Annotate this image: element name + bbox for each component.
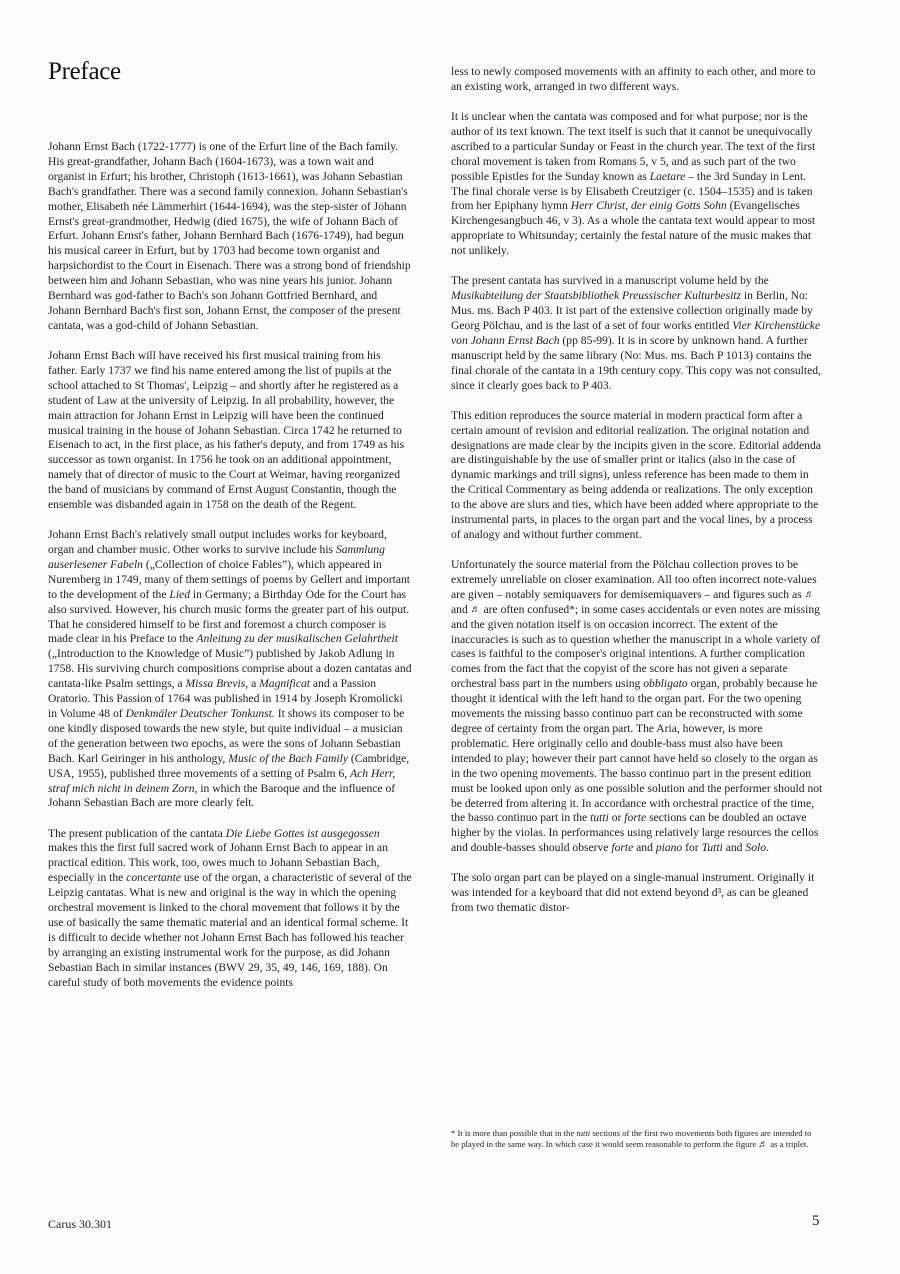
note-figure-icon: ♬ xyxy=(758,1139,769,1151)
catalog-number: Carus 30.301 xyxy=(48,1217,112,1231)
note-figure-icon: ♬ xyxy=(470,604,481,616)
paragraph-composition-date: It is unclear when the cantata was composed and for what purpose; nor is the author of its text known. The text itself is such that it cannot be unequivocally ascribed to a particular Sunday or Feast in the church year. The text of the first choral movement is taken from Romans 5, v 5, and as such part of the two possible Epistles for the Sunday known as Laetare – the 3rd Sunday in Lent. The final chorale verse is by Elisabeth Creutziger (c. 1504–1535) and is taken from her Epiphany hymn Herr Christ, der einig Gotts Sohn (Evangelisches Kirchengesangbuch 46, v 3). As a whole the cantata text would appear to most appropriate to Whitsunday; certainly the festal nature of the music makes that not unlikely. xyxy=(451,110,816,258)
page-title: Preface xyxy=(48,58,121,85)
paragraph-edition-method: This edition reproduces the source material in modern practical form after a certain amount of revision and editorial realization. The original notation and designations are made clear by the incipits given in the score. Editorial addenda are distinguishable by the use of smaller print or italics (also in the case of dynamic markings and trill signs), unless reference has been made to them in the Critical Commentary as being addenda or realizations. The only exception to the above are slurs and ties, which have been added where appropriate to the instrumental parts, in places to the organ part and the vocal lines, by a process of analogy and without further comment. xyxy=(451,408,821,541)
right-column xyxy=(451,65,823,931)
left-column xyxy=(48,140,412,1006)
paragraph-manuscript-source: The present cantata has survived in a manuscript volume held by the Musikabteilung der Staatsbibliothek Preussischer Kulturbesitz in Berlin, No: Mus. ms. Bach P 403. It ist part of the extensive collection originally made by Georg Pölchau, and is the last of a set of four works entitled Vier Kirchenstücke von Johann Ernst Bach (pp 85-99). It is in score by unknown hand. A further manuscript held by the same library (No: Mus. ms. Bach P 1013) contains the final chorale of the cantata in a 19th century copy. This copy was not consulted, since it clearly goes back to P 403. xyxy=(451,274,821,392)
paragraph-source-reliability: Unfortunately the source material from the Pölchau collection proves to be extremely unreliable on closer examination. All too often incorrect note-values are given – notably semiquavers for demisemiquavers – and figures such as ♬ and ♬ are often confused*; in some cases accidentals or even notes are missing and the given notation itself is on occasion incorrect. The extent of the inaccuracies is such as to question whether the manuscript in a whole variety of cases is faithful to the composer's original intentions. A further complication comes from the fact that the copyist of the score has not given a separate orchestral bass part in the numbers using obbligato organ, probably because he thought it identical with the left hand to the organ part. For the two opening movements the missing basso continuo part can be reconstructed with some degree of certainty from the organ part. The Aria, however, is more problematic. Here originally cello and double-bass must also have been intended to play; however their part cannot have held so closely to the organ as in the two opening movements. The basso continuo part in the present edition must be looked upon only as one possible solution and the performer should not be deterred from altering it. In accordance with orchestral practice of the time, the basso continuo part in the tutti or forte sections can be doubled an octave higher by the violas. In performances using relatively large resources the cellos and double-basses should observe forte and piano for Tutti and Solo. xyxy=(451,558,823,855)
paragraph-musical-training: Johann Ernst Bach will have received his first musical training from his father. Early 1737 we find his name entered among the list of pupils at the school attached to St Thomas', Leipzig – and shortly after he registered as a student of Law at the university of Leipzig. In all probability, however, the main attraction for Johann Ernst in Leipzig will have been the continued musical training in the house of Johann Sebastian. Circa 1742 he returned to Eisenach to act, in the first place, as his father's deputy, and from 1749 as his successor as town organist. In 1756 he took on an additional appointment, namely that of director of music to the Court at Weimar, having reorganized the band of musicians by command of Ernst August Constantin, though the ensemble was disbanded again in 1758 on the death of the Regent. xyxy=(48,348,405,512)
paragraph-present-publication: The present publication of the cantata Die Liebe Gottes ist ausgegossen makes this the first full sacred work of Johann Ernst Bach to appear in an practical edition. This work, too, owes much to Johann Sebastian Bach, especially in the concertante use of the organ, a characteristic of several of the Leipzig cantatas. What is new and original is the way in which the opening orchestral movement is linked to the choral movement that follows it by the use of basically the same thematic material and an identical formal scheme. It is difficult to decide whether not Johann Ernst Bach has followed his teacher by arranging an existing instrumental work for the purpose, as did Johann Sebastian Bach in similar instances (BWV 29, 35, 49, 146, 169, 188). On careful study of both movements the evidence points xyxy=(48,826,412,989)
page-number: 5 xyxy=(812,1213,820,1229)
paragraph-works-output: Johann Ernst Bach's relatively small output includes works for keyboard, organ and chamber music. Other works to survive include his Sammlung auserlesener Fabeln („Collection of choice Fables”), which appeared in Nuremberg in 1749, many of them settings of poems by Gellert and important to the development of the Lied in Germany; a Birthday Ode for the Court has also survived. However, his church music forms the greater part of his output. That he considered himself to be first and foremost a church composer is made clear in his Preface to the Anleitung zu der musikalischen Gelahrtheit („Introduction to the Knowledge of Music”) published by Jakob Adlung in 1758. His surviving church compositions comprise about a dozen cantatas and cantata-like Psalm settings, a Missa Brevis, a Magnificat and a Passion Oratorio. This Passion of 1764 was published in 1914 by Joseph Kromolicki in Volume 48 of Denkmäler Deutscher Tonkunst. It shows its composer to be one kindly disposed towards the new style, but quite individual – a musician of the generation between two epochs, as were the sons of Johann Sebastian Bach. Karl Geiringer in his anthology, Music of the Bach Family (Cambridge, USA, 1955), published three movements of a setting of Psalm 6, Ach Herr, straf mich nicht in deinem Zorn, in which the Baroque and the influence of Johann Sebastian Bach are more clearly felt. xyxy=(48,528,412,810)
paragraph-solo-organ: The solo organ part can be played on a single-manual instrument. Originally it was intended for a keyboard that did not extend beyond d³, as can be gleaned from two thematic distor- xyxy=(451,871,815,915)
footnote-text: * It is more than possible that in the tutti sections of the first two movements both figures are intended to be played in the same way. In which case it would seem reasonable to perform the figure ♬ as a triplet. xyxy=(451,1128,812,1151)
paragraph-family-background: Johann Ernst Bach (1722-1777) is one of the Erfurt line of the Bach family. His great-grandfather, Johann Bach (1604-1673), was a town wait and organist in Erfurt; his brother, Christoph (1613-1661), was Johann Sebastian Bach's grandfather. There was a second family connexion. Johann Sebastian's mother, Elisabeth née Lämmerhirt (1644-1694), was the step-sister of Johann Ernst's great-grandmother, Hedwig (died 1675), the wife of Johann Bach of Erfurt. Johann Ernst's father, Johann Bernhard Bach (1676-1749), had begun his musical career in Erfurt, but by 1703 had become town organist and harpsichordist to the Court in Eisenach. There was a strong bond of friendship between him and Johann Sebastian, who was nine years his junior. Johann Bernhard was god-father to Bach's son Johann Gottfried Bernhard, and Johann Bernhard Bach's first son, Johann Ernst, the composer of the present cantata, was a god-child of Johann Sebastian. xyxy=(48,140,411,332)
note-figure-icon: ♬ xyxy=(804,589,815,601)
footnote xyxy=(451,1128,821,1150)
paragraph-continuation: less to newly composed movements with an affinity to each other, and more to an existing work, arranged in two different ways. xyxy=(451,65,816,93)
